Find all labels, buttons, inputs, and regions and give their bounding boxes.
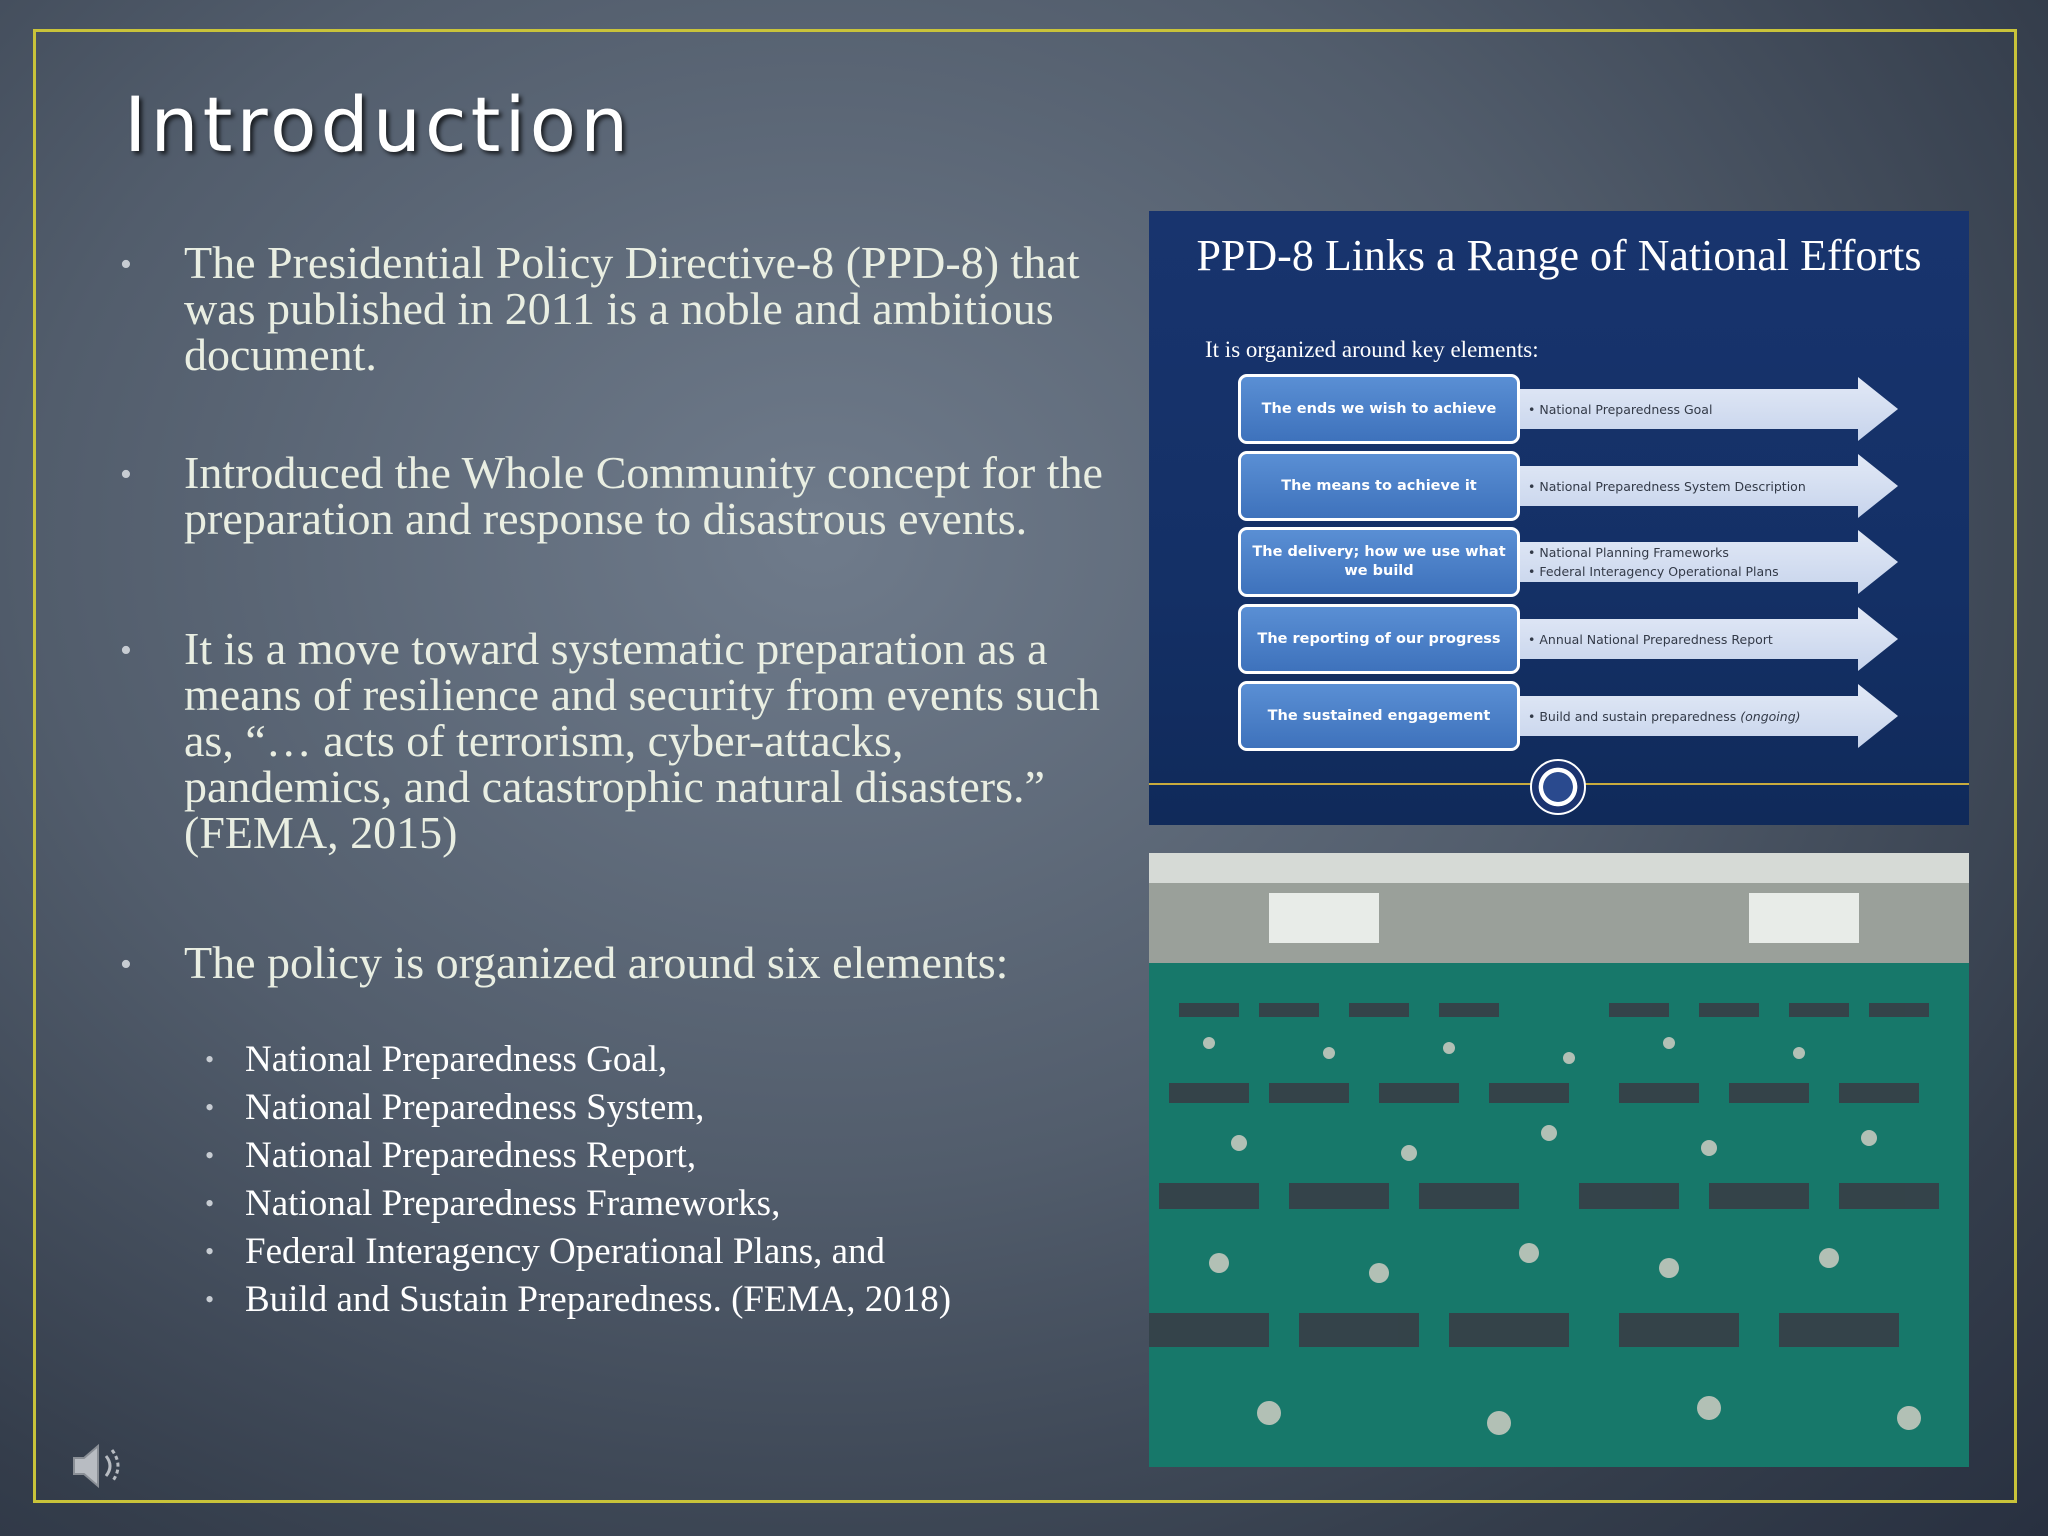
sub-bullet-dot: • [205, 1141, 215, 1170]
bullet-text: It is a move toward systematic preparation as a means of resilience and security from events such as, “… acts of terrorism, cyber-attacks, pandemics, and catastrophic natural disasters.” (FEMA, 2015) [184, 623, 1100, 858]
ppd8-row [1238, 681, 1898, 751]
bullet-item [120, 447, 1120, 544]
element-box: The sustained engagement [1238, 681, 1520, 751]
bullet-dot: • [120, 456, 132, 493]
presidential-seal-icon [1530, 759, 1586, 815]
ppd8-row [1238, 374, 1898, 444]
element-box: The ends we wish to achieve [1238, 374, 1520, 444]
sub-bullet-item: • National Preparedness Frameworks, [205, 1180, 1120, 1228]
ppd8-row [1238, 451, 1898, 521]
photo-floor [1149, 963, 1969, 1467]
bullet-item [120, 937, 1120, 988]
sub-bullet-dot: • [205, 1285, 215, 1314]
arrow-text: • Build and sustain preparedness (ongoing) [1528, 708, 1801, 724]
ppd8-row [1238, 604, 1898, 674]
speaker-icon[interactable] [70, 1438, 126, 1494]
ppd8-diagram-title: PPD-8 Links a Range of National Efforts [1196, 231, 1922, 280]
bullet-item [120, 237, 1120, 380]
sub-bullet-item: • National Preparedness Goal, [205, 1036, 1120, 1084]
arrow-text: • National Preparedness System Description [1528, 478, 1806, 494]
sub-bullet-dot: • [205, 1189, 215, 1218]
shelter-photo-drawing [1149, 853, 1969, 1467]
sub-bullet-item: • National Preparedness Report, [205, 1132, 1120, 1180]
sub-bullet-item: • Federal Interagency Operational Plans, and [205, 1228, 1120, 1276]
sub-bullet-list [120, 1036, 1120, 1324]
photo-window [1749, 893, 1859, 943]
photo-window [1269, 893, 1379, 943]
arrow-text: • National Planning Frameworks • Federal Interagency Operational Plans [1528, 545, 1779, 579]
element-box: The means to achieve it [1238, 451, 1520, 521]
sub-bullet-dot: • [205, 1237, 215, 1266]
photo-ceiling [1149, 853, 1969, 883]
sub-bullet-dot: • [205, 1093, 215, 1122]
element-box: The reporting of our progress [1238, 604, 1520, 674]
bullet-dot: • [120, 246, 132, 283]
sub-bullet-dot: • [205, 1045, 215, 1074]
bullet-dot: • [120, 946, 132, 983]
bullet-text: The Presidential Policy Directive-8 (PPD-8) that was published in 2011 is a noble and ambitious document. [184, 237, 1080, 380]
sub-bullet-item: • National Preparedness System, [205, 1084, 1120, 1132]
ppd8-diagram-image [1149, 211, 1969, 825]
arrow-text: • National Preparedness Goal [1528, 401, 1713, 417]
slide-title: Introduction [124, 80, 633, 169]
ppd8-row [1238, 527, 1898, 597]
ppd8-diagram-subtitle: It is organized around key elements: [1205, 337, 1539, 362]
sub-bullet-item: • Build and Sustain Preparedness. (FEMA, 2018) [205, 1276, 1120, 1324]
shelter-photo [1149, 853, 1969, 1467]
bullet-dot: • [120, 632, 132, 669]
bullet-list [120, 237, 1120, 1324]
bullet-text: Introduced the Whole Community concept for the preparation and response to disastrous events. [184, 447, 1103, 544]
element-box: The delivery; how we use what we build [1238, 527, 1520, 597]
arrow-text: • Annual National Preparedness Report [1528, 631, 1773, 647]
bullet-item [120, 623, 1120, 858]
bullet-text: The policy is organized around six elements: [184, 937, 1009, 988]
